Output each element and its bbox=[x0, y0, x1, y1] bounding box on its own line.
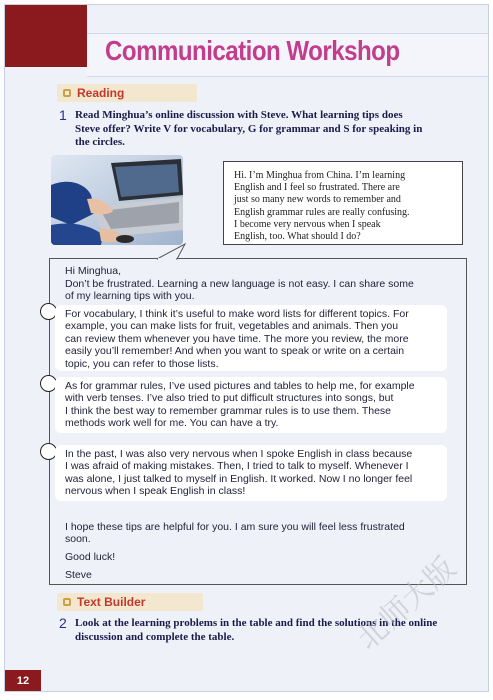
para-line: I think the best way to remember grammar rules is to use them. These bbox=[65, 404, 392, 417]
section-label-text-builder bbox=[57, 593, 203, 611]
page-title: Communication Workshop bbox=[105, 35, 400, 66]
message-line: English, too. What should I do? bbox=[234, 231, 361, 243]
message-line: English grammar rules are really confusing. bbox=[234, 206, 410, 218]
para-line: nervous when I speak English in class! bbox=[65, 485, 246, 498]
paragraph-speaking bbox=[55, 445, 447, 501]
para-line: with verb tenses. I’ve also tried to put difficult structures into songs, but bbox=[65, 392, 394, 405]
para-line: methods work well for me. You can have a try. bbox=[65, 417, 279, 430]
watermark: 北师大版 bbox=[350, 550, 463, 657]
textbook-page bbox=[4, 4, 489, 692]
page-number: 12 bbox=[5, 670, 41, 692]
square-bullet-icon bbox=[63, 598, 71, 606]
section-label-text: Reading bbox=[77, 86, 125, 100]
speech-tail-icon bbox=[155, 243, 195, 261]
reply-closing bbox=[65, 521, 455, 546]
reply-line: of my learning tips with you. bbox=[65, 290, 195, 303]
question-line: the circles. bbox=[75, 136, 125, 148]
square-bullet-icon bbox=[63, 89, 71, 97]
message-line: Hi. I’m Minghua from China. I’m learning bbox=[234, 170, 406, 181]
laptop-photo bbox=[51, 155, 183, 245]
reply-line: I hope these tips are helpful for you. I am sure you will feel less frustrated bbox=[65, 521, 405, 533]
section-label-reading bbox=[57, 84, 197, 102]
reply-line: soon. bbox=[65, 533, 91, 546]
para-line: topic, you can refer to those lists. bbox=[65, 357, 219, 370]
question-number: 2 bbox=[59, 615, 67, 631]
paragraph-vocabulary bbox=[55, 305, 447, 371]
para-line: I was afraid of making mistakes. Then, I tried to talk to myself. Whenever I bbox=[65, 460, 409, 473]
minghua-message-bubble bbox=[223, 161, 463, 245]
reply-signature: Steve bbox=[65, 569, 92, 581]
question-line: Look at the learning problems in the table and find the solutions in the online bbox=[75, 617, 438, 629]
reply-line: Don’t be frustrated. Learning a new language is not easy. I can share some bbox=[65, 278, 414, 290]
question-line: Read Minghua’s online discussion with Steve. What learning tips does bbox=[75, 109, 403, 121]
para-line: example, you can make lists for fruit, vegetables and animals. Then you bbox=[65, 320, 399, 333]
corner-decoration bbox=[5, 5, 87, 67]
para-line: For vocabulary, I think it’s useful to make word lists for different topics. For bbox=[65, 308, 409, 320]
para-line: was alone, I just talked to myself in English. It worked. Now I no longer feel bbox=[65, 472, 413, 485]
question-number: 1 bbox=[59, 107, 67, 123]
paragraph-grammar bbox=[55, 377, 447, 433]
reply-intro bbox=[65, 278, 455, 303]
reply-greeting: Hi Minghua, bbox=[65, 265, 122, 277]
para-line: easily you’ll remember! And when you want to speak or write on a certain bbox=[65, 345, 405, 358]
question-1-text bbox=[75, 109, 422, 150]
message-line: I become very nervous when I speak bbox=[234, 218, 381, 230]
question-line: discussion and complete the table. bbox=[75, 630, 235, 643]
section-label-text: Text Builder bbox=[77, 595, 146, 609]
hands-on-laptop-icon bbox=[51, 155, 183, 245]
reply-sign-off: Good luck! bbox=[65, 551, 116, 563]
question-line: Steve offer? Write V for vocabulary, G for grammar and S for speaking in bbox=[75, 122, 423, 135]
message-line: just so many new words to remember and bbox=[234, 194, 401, 206]
para-line: In the past, I was also very nervous when I spoke English in class because bbox=[65, 448, 413, 460]
message-line: English and I feel so frustrated. There are bbox=[234, 182, 400, 194]
para-line: can review them whenever you have time. The more you review, the more bbox=[65, 332, 409, 345]
para-line: As for grammar rules, I’ve used pictures and tables to help me, for example bbox=[65, 380, 415, 392]
